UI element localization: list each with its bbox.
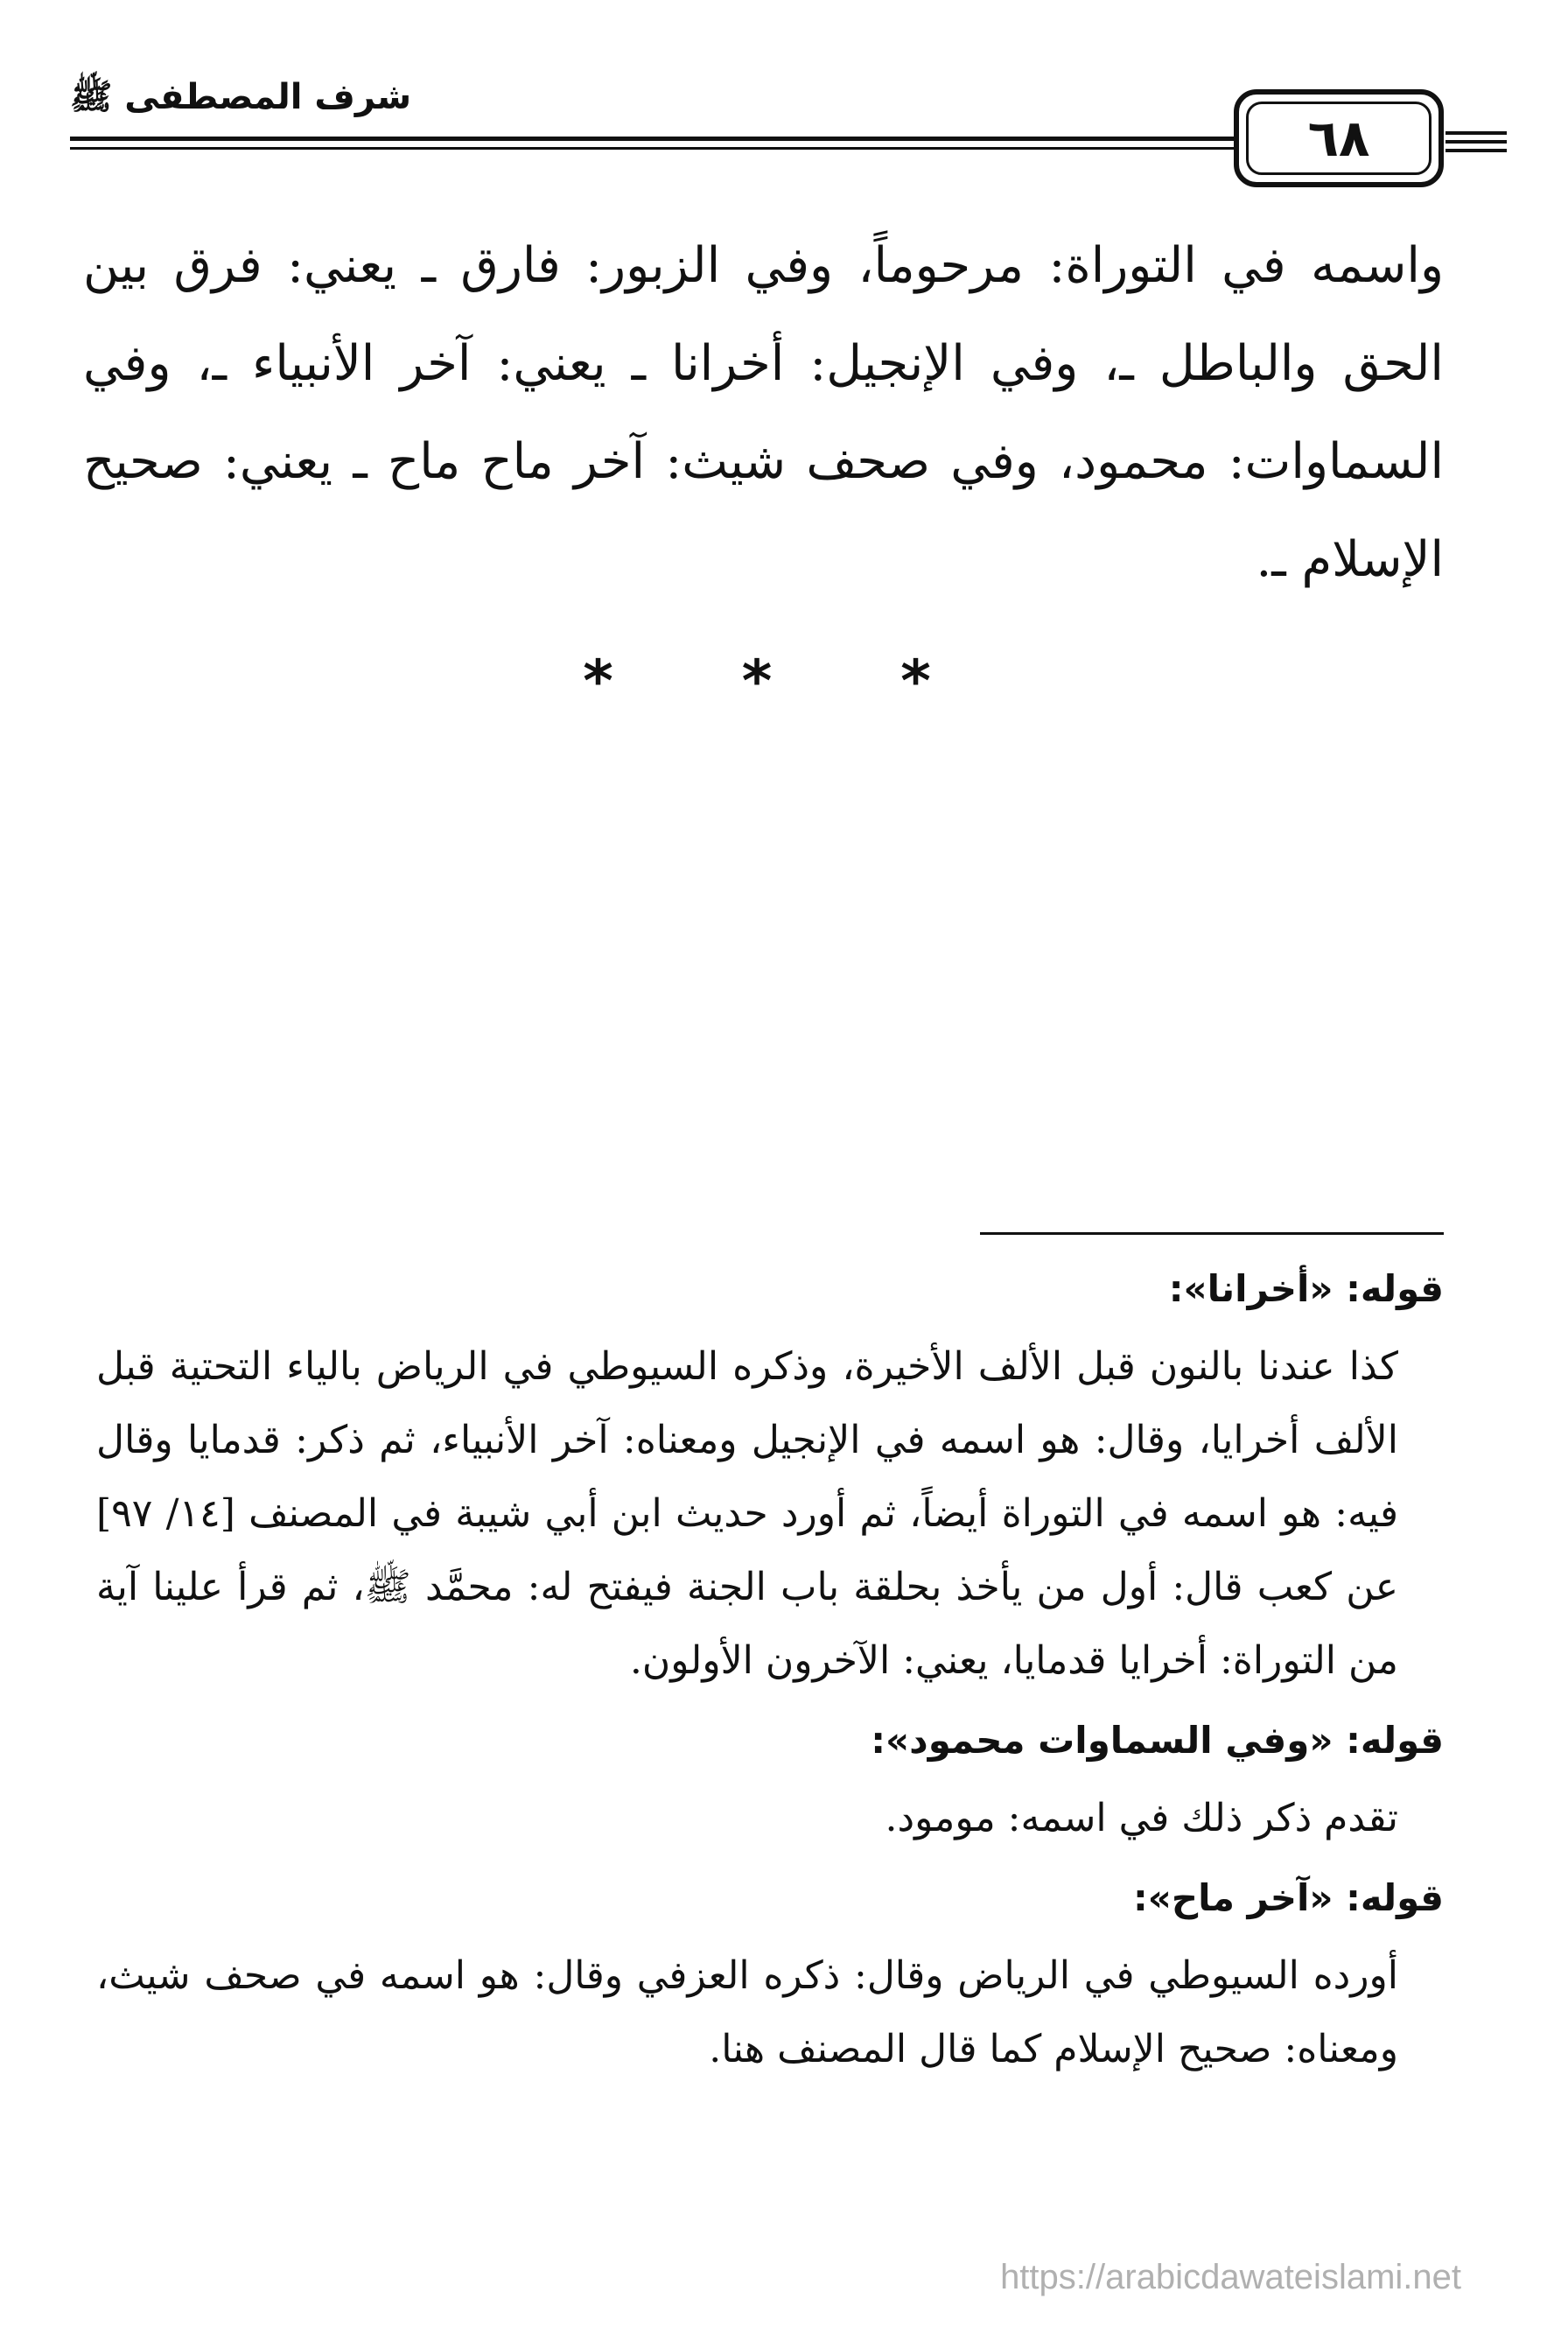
- header-ornament-line: [1446, 149, 1507, 152]
- main-text: [83, 217, 1444, 609]
- header-ornament-line: [1446, 131, 1507, 135]
- book-title: شرف المصطفى ﷺ: [70, 77, 412, 117]
- footnote-body: [96, 1782, 1398, 1855]
- header-ornament-line: [1446, 140, 1507, 144]
- footnote-divider: [980, 1232, 1444, 1235]
- footnote-heading: قوله: «أخرانا»:: [1168, 1267, 1444, 1310]
- footnote-1: [96, 1260, 1444, 1698]
- page-number-frame: [1234, 89, 1444, 187]
- footnote-heading: قوله: «آخر ماح»:: [1132, 1876, 1444, 1919]
- footnote-text: تقدم ذكر ذلك في اسمه: مومود.: [885, 1796, 1398, 1840]
- page-number: ٦٨: [1307, 109, 1370, 168]
- watermark-url: https://arabicdawateislami.net: [1000, 2258, 1461, 2296]
- page-header: [70, 70, 1444, 193]
- footnote-body: [96, 1330, 1398, 1698]
- main-paragraph: واسمه في التوراة: مرحوماً، وفي الزبور: فارق ـ يعني: فرق بين الحق والباطل ـ، وفي الإنجيل: أخرانا ـ يعني: آخر الأنبياء ـ، وفي السماوات: محمود، وفي صحف شيث: آخر ماح ماح ـ يعني: صحيح الإسلام ـ.: [83, 237, 1445, 588]
- section-separator: * * *: [583, 648, 985, 715]
- footnote-text: كذا عندنا بالنون قبل الألف الأخيرة، وذكره السيوطي في الرياض بالياء التحتية قبل الألف أخرايا، وقال: هو اسمه في الإنجيل ومعناه: آخر الأنبياء، ثم ذكر: قدمايا وقال فيه: هو اسمه في التوراة أيضاً، ثم أورد حديث ابن أبي شيبة في المصنف [١٤/ ٩٧] عن كعب قال: أول من يأخذ بحلقة باب الجنة فيفتح له: محمَّد ﷺ، ثم قرأ علينا آية من التوراة: أخرايا قدمايا، يعني: الآخرون الأولون.: [96, 1344, 1399, 1683]
- footnotes: [96, 1260, 1444, 2100]
- footnote-text: أورده السيوطي في الرياض وقال: ذكره العزفي وقال: هو اسمه في صحف شيث، ومعناه: صحيح الإسلام كما قال المصنف هنا.: [96, 1953, 1398, 2071]
- footnote-body: [96, 1939, 1398, 2086]
- footnote-3: [96, 1869, 1444, 2086]
- footnote-2: [96, 1712, 1444, 1855]
- footnote-heading: قوله: «وفي السماوات محمود»:: [871, 1719, 1444, 1762]
